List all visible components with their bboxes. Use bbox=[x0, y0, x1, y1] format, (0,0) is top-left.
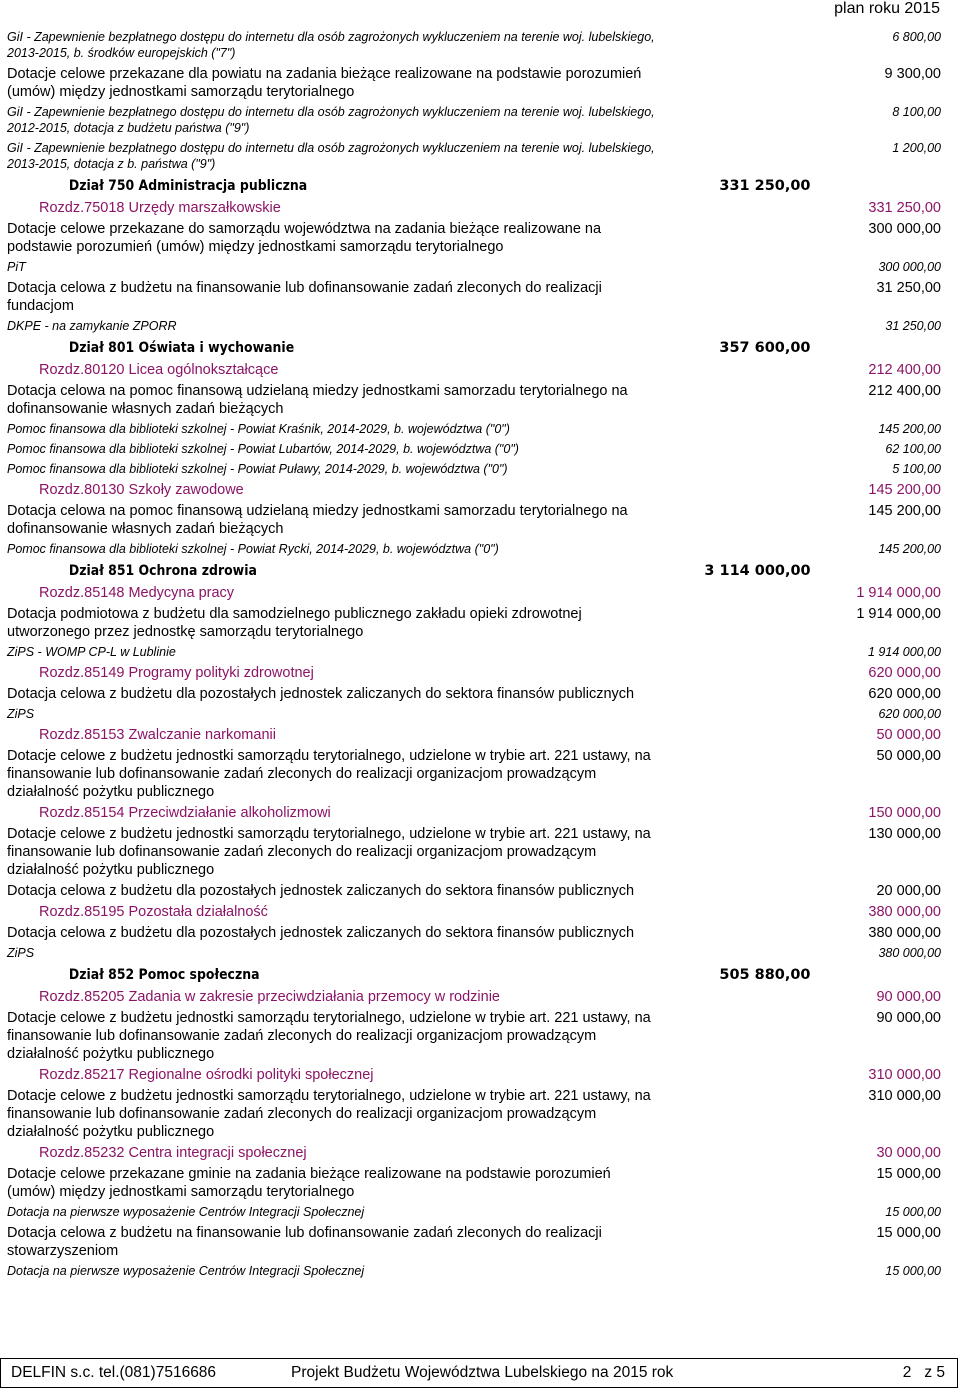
row-text: ZiPS bbox=[7, 707, 35, 721]
row-amount: 331 250,00 bbox=[719, 178, 811, 194]
row-amount: 15 000,00 bbox=[876, 1225, 941, 1241]
row-amount: 300 000,00 bbox=[868, 221, 941, 237]
row-text: Dotacja celowa z budżetu na finansowanie lub dofinansowanie zadań zleconych do realizacji stowarzyszeniom bbox=[7, 1225, 602, 1259]
row-amount: 9 300,00 bbox=[884, 66, 941, 82]
row-text: Pomoc finansowa dla biblioteki szkolnej - Powiat Lubartów, 2014-2029, b. województwa ("0") bbox=[7, 442, 519, 456]
note-row bbox=[7, 643, 941, 663]
row-text: Dotacje celowe z budżetu jednostki samorządu terytorialnego, udzielone w trybie art. 221 ustawy, na finansowanie lub dofinansowanie zadań zleconych do realizacji organizacjom prowadzącym działalność pożytku publicznego bbox=[7, 1088, 651, 1140]
row-text: Dotacja na pierwsze wyposażenie Centrów Integracji Społecznej bbox=[7, 1205, 365, 1219]
row-amount: 620 000,00 bbox=[878, 707, 941, 721]
row-text: Dotacja podmiotowa z budżetu dla samodzielnego publicznego zakładu opieki zdrowotnej utworzonego przez jednostkę samorządu terytorialnego bbox=[7, 606, 582, 640]
chapter-row bbox=[7, 725, 941, 746]
row-amount: 150 000,00 bbox=[868, 805, 941, 821]
row-text: Dział 801 Oświata i wychowanie bbox=[68, 340, 295, 356]
note-row bbox=[7, 1262, 941, 1282]
row-text: Rozdz.85153 Zwalczanie narkomanii bbox=[39, 727, 276, 743]
description-row bbox=[7, 381, 941, 420]
row-amount: 31 250,00 bbox=[885, 319, 941, 333]
row-text: Rozdz.85205 Zadania w zakresie przeciwdziałania przemocy w rodzinie bbox=[39, 989, 500, 1005]
row-text: Dotacje celowe przekazane gminie na zadania bieżące realizowane na podstawie porozumień (umów) między jednostkami samorządu terytorialnego bbox=[7, 1166, 611, 1200]
row-amount: 310 000,00 bbox=[868, 1088, 941, 1104]
row-text: Dział 750 Administracja publiczna bbox=[68, 178, 308, 194]
row-text: GiI - Zapewnienie bezpłatnego dostępu do internetu dla osób zagrożonych wykluczeniem na terenie woj. lubelskiego, 2012-2015, dotacja z budżetu państwa ("9") bbox=[7, 105, 655, 135]
footer-page-number bbox=[835, 1364, 957, 1382]
note-row bbox=[7, 460, 941, 480]
row-amount: 15 000,00 bbox=[876, 1166, 941, 1182]
note-row bbox=[7, 944, 941, 964]
row-text: Dotacja na pierwsze wyposażenie Centrów Integracji Społecznej bbox=[7, 1264, 365, 1278]
description-row bbox=[7, 1086, 941, 1143]
row-amount: 212 400,00 bbox=[868, 383, 941, 399]
row-amount: 30 000,00 bbox=[876, 1145, 941, 1161]
row-amount: 331 250,00 bbox=[868, 200, 941, 216]
row-amount: 3 114 000,00 bbox=[704, 563, 811, 579]
row-text: Pomoc finansowa dla biblioteki szkolnej - Powiat Kraśnik, 2014-2029, b. województwa ("0") bbox=[7, 422, 510, 436]
row-text: Rozdz.85195 Pozostała działalność bbox=[39, 904, 268, 920]
row-amount: 380 000,00 bbox=[878, 946, 941, 960]
row-amount: 1 200,00 bbox=[892, 141, 941, 155]
description-row bbox=[7, 881, 941, 902]
row-amount: 50 000,00 bbox=[876, 727, 941, 743]
chapter-row bbox=[7, 663, 941, 684]
row-text: Dotacje celowe przekazane do samorządu województwa na zadania bieżące realizowane na podstawie porozumień (umów) między jednostkami samorządu terytorialnego bbox=[7, 221, 602, 255]
row-amount: 505 880,00 bbox=[719, 967, 811, 983]
row-amount: 380 000,00 bbox=[868, 925, 941, 941]
description-row bbox=[7, 923, 941, 944]
note-row bbox=[7, 705, 941, 725]
row-amount: 1 914 000,00 bbox=[856, 606, 941, 622]
row-text: Rozdz.85148 Medycyna pracy bbox=[39, 585, 235, 601]
row-text: Rozdz.80120 Licea ogólnokształcące bbox=[39, 362, 279, 378]
row-amount: 15 000,00 bbox=[885, 1205, 941, 1219]
chapter-row bbox=[7, 987, 941, 1008]
chapter-row bbox=[7, 360, 941, 381]
row-amount: 145 200,00 bbox=[878, 422, 941, 436]
row-amount: 145 200,00 bbox=[868, 482, 941, 498]
row-text: Rozdz.85217 Regionalne ośrodki polityki społecznej bbox=[39, 1067, 374, 1083]
row-amount: 31 250,00 bbox=[876, 280, 941, 296]
row-amount: 212 400,00 bbox=[868, 362, 941, 378]
note-row bbox=[7, 28, 941, 64]
chapter-row bbox=[7, 583, 941, 604]
row-amount: 50 000,00 bbox=[876, 748, 941, 764]
row-text: ZiPS - WOMP CP-L w Lublinie bbox=[7, 645, 176, 659]
row-amount: 145 200,00 bbox=[878, 542, 941, 556]
row-text: Dotacje celowe przekazane dla powiatu na zadania bieżące realizowane na podstawie porozumień (umów) między jednostkami samorządu terytorialnego bbox=[7, 66, 642, 100]
footer-page-total: z 5 bbox=[924, 1364, 945, 1381]
note-row bbox=[7, 258, 941, 278]
row-text: Dotacja celowa z budżetu dla pozostałych jednostek zaliczanych do sektora finansów publicznych bbox=[7, 925, 635, 941]
row-text: ZiPS bbox=[7, 946, 35, 960]
description-row bbox=[7, 824, 941, 881]
row-amount: 620 000,00 bbox=[868, 665, 941, 681]
division-row bbox=[7, 175, 810, 198]
row-text: Pomoc finansowa dla biblioteki szkolnej - Powiat Puławy, 2014-2029, b. województwa ("0") bbox=[7, 462, 508, 476]
page-footer bbox=[0, 1358, 958, 1388]
row-text: Dotacje celowe z budżetu jednostki samorządu terytorialnego, udzielone w trybie art. 221 ustawy, na finansowanie lub dofinansowanie zadań zleconych do realizacji organizacjom prowadzącym działalność pożytku publicznego bbox=[7, 826, 651, 878]
note-row bbox=[7, 420, 941, 440]
note-row bbox=[7, 103, 941, 139]
row-amount: 145 200,00 bbox=[868, 503, 941, 519]
row-text: DKPE - na zamykanie ZPORR bbox=[7, 319, 177, 333]
division-row bbox=[7, 964, 810, 987]
chapter-row bbox=[7, 1065, 941, 1086]
footer-title: Projekt Budżetu Województwa Lubelskiego na 2015 rok bbox=[291, 1364, 674, 1381]
chapter-row bbox=[7, 902, 941, 923]
row-amount: 620 000,00 bbox=[868, 686, 941, 702]
row-amount: 380 000,00 bbox=[868, 904, 941, 920]
row-text: Rozdz.75018 Urzędy marszałkowskie bbox=[39, 200, 281, 216]
note-row bbox=[7, 440, 941, 460]
row-amount: 300 000,00 bbox=[878, 260, 941, 274]
row-amount: 6 800,00 bbox=[892, 30, 941, 44]
row-text: Dział 852 Pomoc społeczna bbox=[68, 967, 260, 983]
row-amount: 130 000,00 bbox=[868, 826, 941, 842]
row-text: Rozdz.85154 Przeciwdziałanie alkoholizmowi bbox=[39, 805, 331, 821]
division-row bbox=[7, 337, 810, 360]
description-row bbox=[7, 1164, 941, 1203]
row-text: Dotacje celowe z budżetu jednostki samorządu terytorialnego, udzielone w trybie art. 221 ustawy, na finansowanie lub dofinansowanie zadań zleconych do realizacji organizacjom prowadzącym działalność pożytku publicznego bbox=[7, 748, 651, 800]
note-row bbox=[7, 317, 941, 337]
row-text: Rozdz.85149 Programy polityki zdrowotnej bbox=[39, 665, 314, 681]
row-amount: 357 600,00 bbox=[719, 340, 811, 356]
row-amount: 5 100,00 bbox=[892, 462, 941, 476]
row-amount: 1 914 000,00 bbox=[856, 585, 941, 601]
row-text: GiI - Zapewnienie bezpłatnego dostępu do internetu dla osób zagrożonych wykluczeniem na terenie woj. lubelskiego, 2013-2015, dotacja z b. państwa ("9") bbox=[7, 141, 655, 171]
row-text: Dział 851 Ochrona zdrowia bbox=[68, 563, 257, 579]
note-row bbox=[7, 1203, 941, 1223]
division-row bbox=[7, 560, 810, 583]
row-amount: 8 100,00 bbox=[892, 105, 941, 119]
row-text: GiI - Zapewnienie bezpłatnego dostępu do internetu dla osób zagrożonych wykluczeniem na terenie woj. lubelskiego, 2013-2015, b. środków europejskich ("7") bbox=[7, 30, 655, 60]
footer-company: DELFIN s.c. tel.(081)7516686 bbox=[11, 1364, 217, 1381]
description-row bbox=[7, 684, 941, 705]
row-text: Dotacja celowa z budżetu dla pozostałych jednostek zaliczanych do sektora finansów publicznych bbox=[7, 883, 635, 899]
row-amount: 15 000,00 bbox=[885, 1264, 941, 1278]
row-amount: 310 000,00 bbox=[868, 1067, 941, 1083]
row-amount: 1 914 000,00 bbox=[868, 645, 941, 659]
description-row bbox=[7, 501, 941, 540]
row-amount: 90 000,00 bbox=[876, 1010, 941, 1026]
plan-header: plan roku 2015 bbox=[834, 0, 940, 17]
row-amount: 62 100,00 bbox=[885, 442, 941, 456]
row-text: Rozdz.85232 Centra integracji społecznej bbox=[39, 1145, 307, 1161]
note-row bbox=[7, 139, 941, 175]
note-row bbox=[7, 540, 941, 560]
footer-page: 2 bbox=[902, 1364, 912, 1381]
chapter-row bbox=[7, 198, 941, 219]
description-row bbox=[7, 1223, 941, 1262]
row-text: Rozdz.80130 Szkoły zawodowe bbox=[39, 482, 244, 498]
row-text: Pomoc finansowa dla biblioteki szkolnej - Powiat Rycki, 2014-2029, b. województwa ("0") bbox=[7, 542, 499, 556]
row-amount: 20 000,00 bbox=[876, 883, 941, 899]
row-text: Dotacja celowa z budżetu dla pozostałych jednostek zaliczanych do sektora finansów publicznych bbox=[7, 686, 635, 702]
description-row bbox=[7, 604, 941, 643]
row-amount: 90 000,00 bbox=[876, 989, 941, 1005]
description-row bbox=[7, 1008, 941, 1065]
row-text: PiT bbox=[7, 260, 26, 274]
chapter-row bbox=[7, 480, 941, 501]
description-row bbox=[7, 64, 941, 103]
row-text: Dotacje celowe z budżetu jednostki samorządu terytorialnego, udzielone w trybie art. 221 ustawy, na finansowanie lub dofinansowanie zadań zleconych do realizacji organizacjom prowadzącym działalność pożytku publicznego bbox=[7, 1010, 651, 1062]
budget-table bbox=[7, 28, 941, 1282]
row-text: Dotacja celowa na pomoc finansową udzielaną miedzy jednostkami samorzadu terytorialnego na dofinansowanie własnych zadań bieżących bbox=[7, 383, 628, 417]
description-row bbox=[7, 219, 941, 258]
description-row bbox=[7, 278, 941, 317]
description-row bbox=[7, 746, 941, 803]
chapter-row bbox=[7, 803, 941, 824]
row-text: Dotacja celowa z budżetu na finansowanie lub dofinansowanie zadań zleconych do realizacji fundacjom bbox=[7, 280, 602, 314]
row-text: Dotacja celowa na pomoc finansową udzielaną miedzy jednostkami samorzadu terytorialnego na dofinansowanie własnych zadań bieżących bbox=[7, 503, 628, 537]
chapter-row bbox=[7, 1143, 941, 1164]
